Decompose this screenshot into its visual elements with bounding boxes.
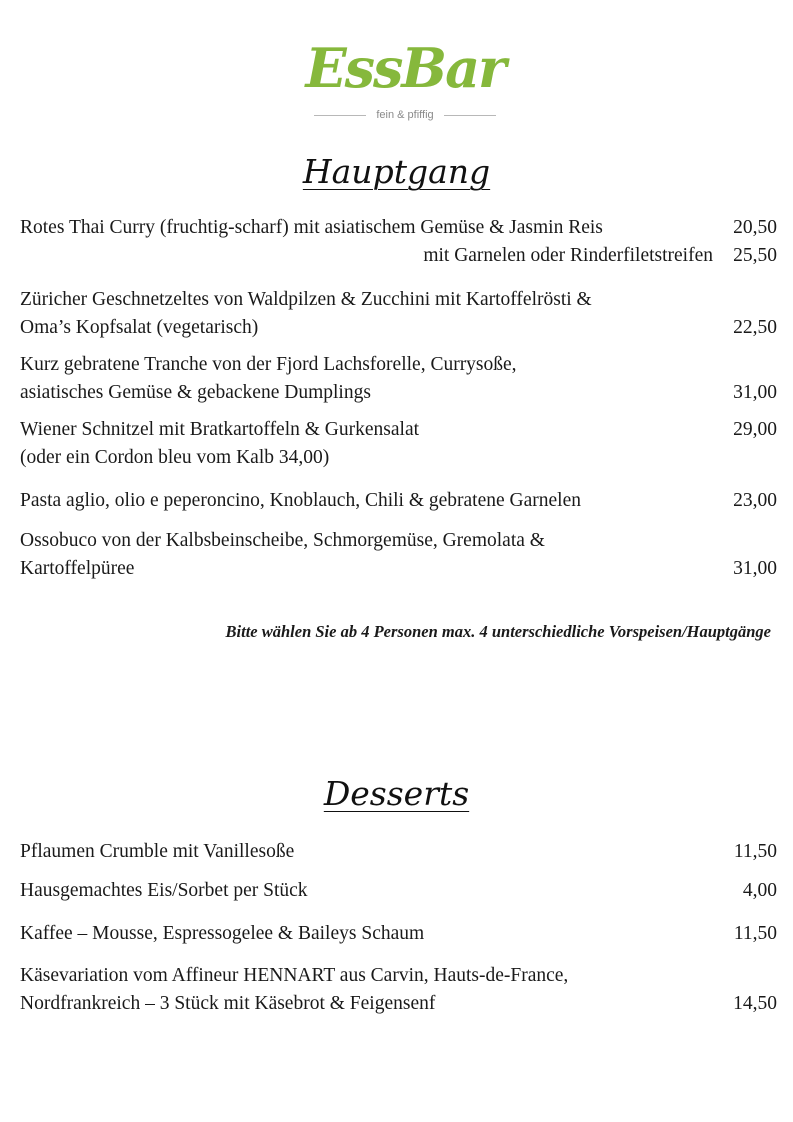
essbar-logo xyxy=(300,30,510,122)
item-description: Kurz gebratene Tranche von der Fjord Lachsforelle, Currysoße, xyxy=(20,354,517,375)
menu-item-thai-curry xyxy=(20,214,777,270)
section-title-desserts: Desserts xyxy=(323,774,470,813)
logo-tagline: fein & pfiffig xyxy=(376,109,434,121)
item-description: Hausgemachtes Eis/Sorbet per Stück xyxy=(20,880,308,901)
item-price: 31,00 xyxy=(733,558,777,579)
item-description-cont: Nordfrankreich – 3 Stück mit Käsebrot & Feigensenf xyxy=(20,993,436,1014)
item-description: Pflaumen Crumble mit Vanillesoße xyxy=(20,841,295,862)
item-price: 11,50 xyxy=(733,923,777,944)
item-description: Käsevariation vom Affineur HENNART aus Carvin, Hauts-de-France, xyxy=(20,965,569,986)
item-price: 22,50 xyxy=(733,317,777,338)
item-price: 14,50 xyxy=(733,993,777,1014)
item-description: Pasta aglio, olio e peperoncino, Knoblauch, Chili & gebratene Garnelen xyxy=(20,490,581,511)
menu-item-wiener-schnitzel xyxy=(20,416,777,472)
group-order-note: Bitte wählen Sie ab 4 Personen max. 4 unterschiedliche Vorspeisen/Hauptgänge xyxy=(225,622,771,641)
logo-divider-right xyxy=(444,115,496,116)
menu-item-eis-sorbet xyxy=(20,877,777,905)
item-description-cont: (oder ein Cordon bleu vom Kalb 34,00) xyxy=(20,447,330,468)
item-price: 4,00 xyxy=(742,880,777,901)
item-price: 23,00 xyxy=(733,490,777,511)
item-description-cont: asiatisches Gemüse & gebackene Dumplings xyxy=(20,382,371,403)
logo-wordmark: EssBar xyxy=(305,36,505,100)
menu-item-kaesevariation xyxy=(20,962,777,1018)
item-description: Kaffee – Mousse, Espressogelee & Baileys Schaum xyxy=(20,923,425,944)
item-price: 31,00 xyxy=(733,382,777,403)
item-price: 11,50 xyxy=(733,841,777,862)
item-description-cont: Oma’s Kopfsalat (vegetarisch) xyxy=(20,317,259,338)
menu-item-lachsforelle xyxy=(20,351,777,407)
item-description-cont: Kartoffelpüree xyxy=(20,558,135,579)
menu-item-pasta-aglio xyxy=(20,487,777,515)
item-price: 20,50 xyxy=(733,217,777,238)
menu-item-pflaumen-crumble xyxy=(20,838,777,866)
menu-item-ossobuco xyxy=(20,527,777,583)
item-description: Wiener Schnitzel mit Bratkartoffeln & Gurkensalat xyxy=(20,419,420,440)
item-variant: mit Garnelen oder Rinderfiletstreifen xyxy=(423,245,713,266)
menu-item-geschnetzeltes xyxy=(20,286,777,342)
item-description: Rotes Thai Curry (fruchtig-scharf) mit asiatischem Gemüse & Jasmin Reis xyxy=(20,217,603,238)
menu-item-kaffee-mousse xyxy=(20,920,777,948)
item-price: 29,00 xyxy=(733,419,777,440)
item-description: Ossobuco von der Kalbsbeinscheibe, Schmorgemüse, Gremolata & xyxy=(20,530,545,551)
item-description: Züricher Geschnetzeltes von Waldpilzen & Zucchini mit Kartoffelrösti & xyxy=(20,289,592,310)
item-variant-price: 25,50 xyxy=(733,245,777,266)
section-title-mains: Hauptgang xyxy=(302,152,491,191)
